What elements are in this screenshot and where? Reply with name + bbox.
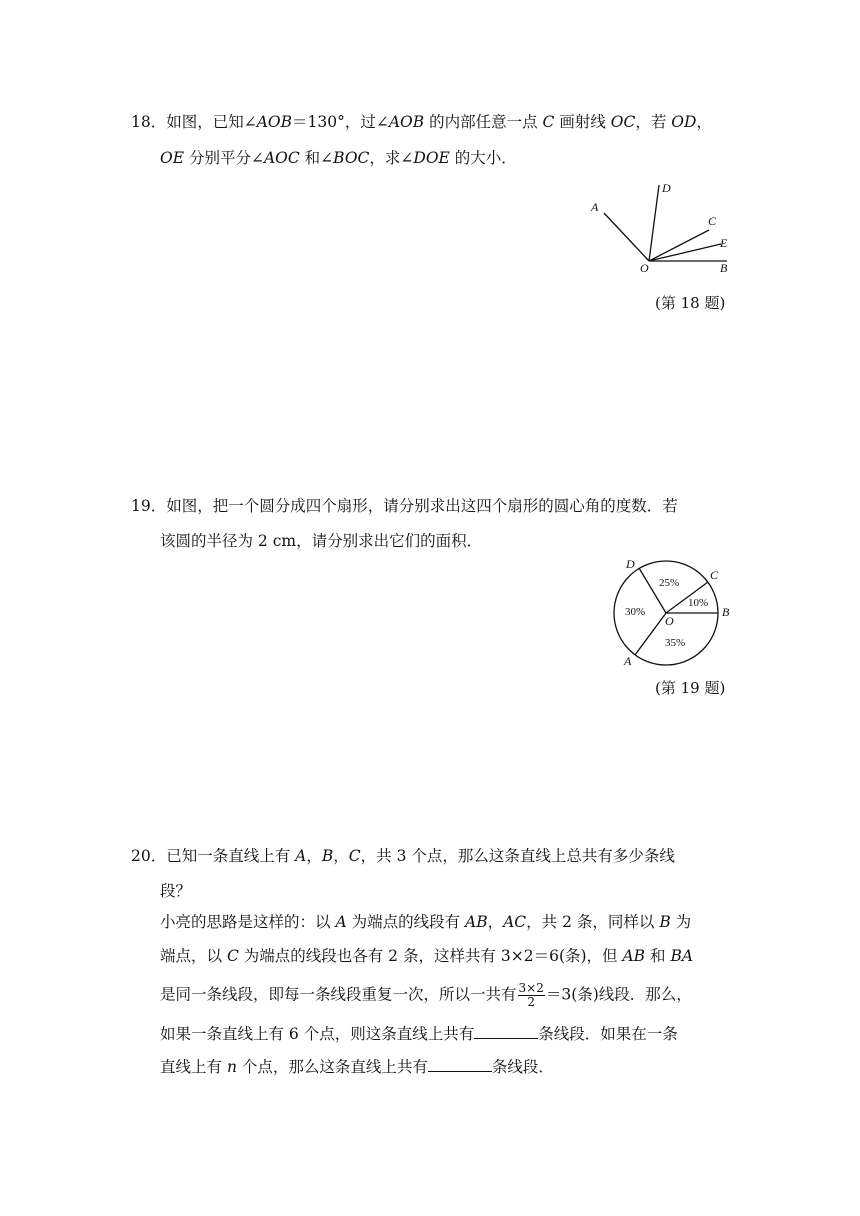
q18-line-2: OE 分别平分∠AOC 和∠BOC，求∠DOE 的大小． bbox=[160, 149, 517, 167]
q20-line-4: 端点，以 C 为端点的线段也各有 2 条，这样共有 3×2＝6(条)，但 AB 和 BA bbox=[160, 947, 694, 965]
fraction bbox=[518, 982, 545, 1009]
q19-line-2: 该圆的半径为 2 cm，请分别求出它们的面积． bbox=[160, 532, 483, 550]
q18-caption: (第 18 题) bbox=[655, 294, 726, 312]
answer-blank-1[interactable] bbox=[474, 1024, 538, 1039]
q19-pie-figure bbox=[604, 552, 744, 672]
label-b: B bbox=[720, 261, 728, 275]
sector-30: 30% bbox=[625, 606, 646, 618]
sector-35: 35% bbox=[665, 637, 686, 649]
q18-number: 18． bbox=[131, 113, 167, 131]
ray-od bbox=[649, 185, 659, 261]
ray-oe bbox=[649, 244, 721, 261]
ray-oc bbox=[649, 230, 709, 261]
fraction-denominator: 2 bbox=[527, 995, 535, 1009]
label-o: O bbox=[665, 614, 674, 628]
q20-line-2: 段？ bbox=[160, 882, 192, 900]
q20-number: 20． bbox=[131, 847, 167, 865]
label-b: B bbox=[722, 605, 730, 619]
label-d: D bbox=[626, 557, 635, 571]
fraction-numerator: 3×2 bbox=[518, 981, 544, 995]
radius-oa bbox=[635, 613, 666, 655]
ray-oa bbox=[604, 213, 649, 261]
sector-25: 25% bbox=[659, 577, 680, 589]
label-c: C bbox=[708, 214, 717, 228]
label-o: O bbox=[640, 261, 649, 275]
label-a: A bbox=[624, 654, 632, 668]
q20-line-3: 小亮的思路是这样的：以 A 为端点的线段有 AB，AC，共 2 条，同样以 B 为 bbox=[160, 913, 692, 931]
q20-line-6: 如果一条直线上有 6 个点，则这条直线上共有 条线段．如果在一条 bbox=[160, 1025, 678, 1043]
q19-line-1: 19．如图，把一个圆分成四个扇形，请分别求出这四个扇形的圆心角的度数．若 bbox=[131, 497, 678, 515]
q19-number: 19． bbox=[131, 497, 167, 515]
sector-10: 10% bbox=[688, 597, 709, 609]
q19-caption: (第 19 题) bbox=[655, 679, 726, 697]
q20-line-5: 是同一条线段，即每一条线段重复一次，所以一共有 $\frac{3\times 2}{2}$ ＝3(条)线段．那么， bbox=[160, 981, 692, 1009]
answer-blank-2[interactable] bbox=[428, 1057, 492, 1072]
q18-line-1: 18．如图，已知∠AOB＝130°，过∠AOB 的内部任意一点 C 画射线 OC，若 OD， bbox=[131, 113, 712, 131]
label-a: A bbox=[591, 200, 599, 214]
label-e: E bbox=[720, 236, 728, 250]
q18-figure bbox=[585, 175, 745, 280]
q20-line-7: 直线上有 n 个点，那么这条直线上共有 条线段． bbox=[160, 1058, 554, 1076]
label-d: D bbox=[662, 181, 671, 195]
q20-line-1: 20．已知一条直线上有 A，B，C，共 3 个点，那么这条直线上总共有多少条线 bbox=[131, 847, 675, 865]
label-c: C bbox=[710, 568, 719, 582]
